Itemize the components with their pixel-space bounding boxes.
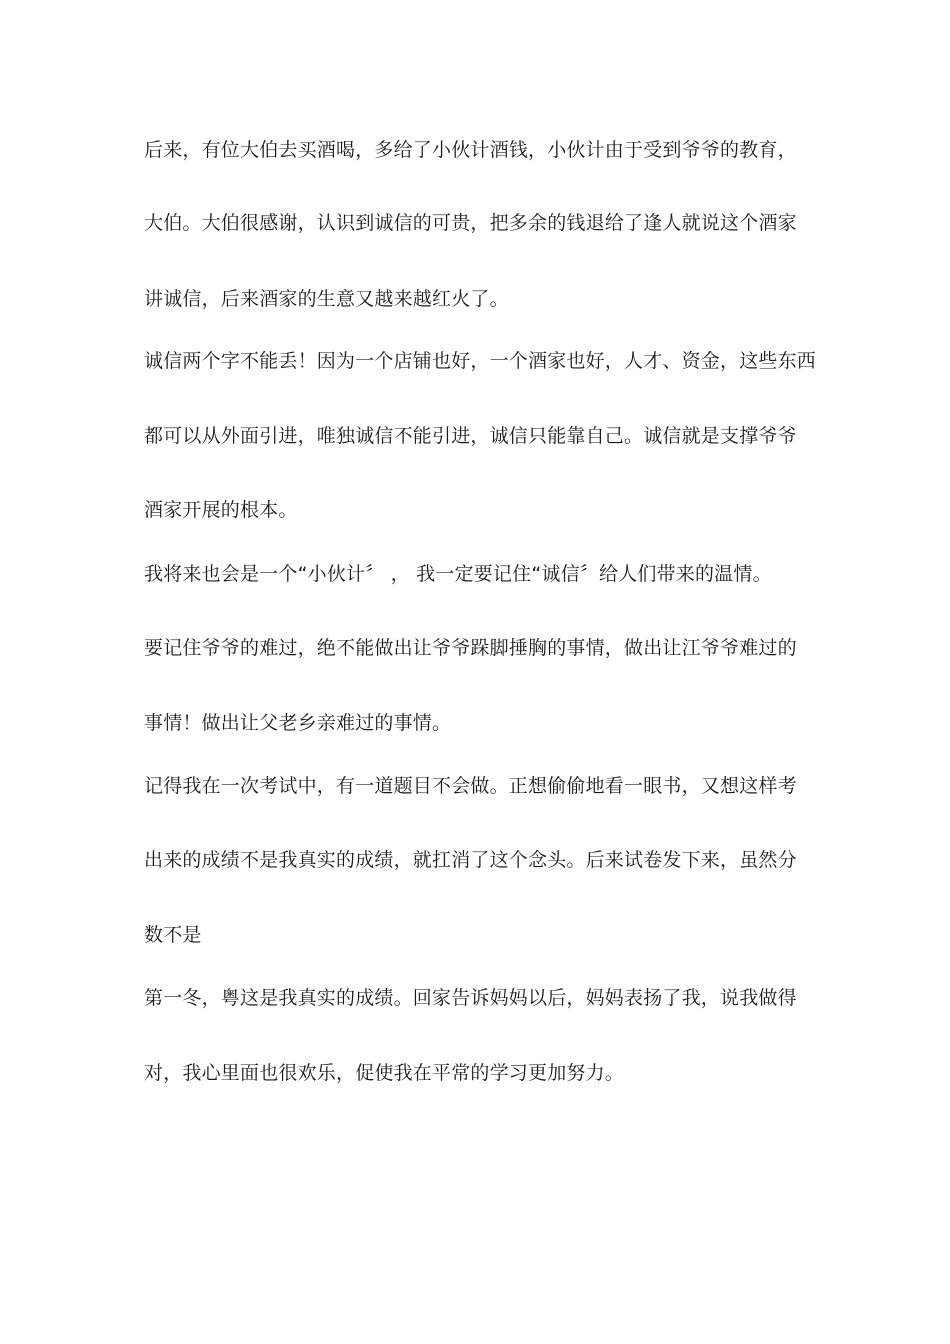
text-line: 记得我在一次考试中，有一道题目不会做。正想偷偷地看一眼书，又想这样考: [144, 775, 797, 797]
text-line: 诚信两个字不能丢！因为一个店铺也好，一个酒家也好，人才、资金，这些东西: [144, 350, 817, 372]
text-line: 后来，有位大伯去买酒喝，多给了小伙计酒钱，小伙计由于受到爷爷的教育，: [144, 139, 797, 161]
text-line: 都可以从外面引进，唯独诚信不能引进，诚信只能靠自己。诚信就是支撑爷爷: [144, 425, 797, 447]
text-line: 出来的成绩不是我真实的成绩，就扛消了这个念头。后来试卷发下来，虽然分: [144, 849, 797, 871]
text-line: 数不是: [144, 924, 202, 946]
text-line: 要记住爷爷的难过，绝不能做出让爷爷跺脚捶胸的事情，做出让江爷爷难过的: [144, 637, 797, 659]
text-line: 事情！做出让父老乡亲难过的事情。: [144, 712, 452, 734]
text-line: 我将来也会是一个“小伙计〞 ， 我一定要记住“诚信〞给人们带来的温情。: [144, 563, 772, 585]
text-line: 酒家开展的根本。: [144, 499, 298, 521]
text-line: 第一冬，粤这是我真实的成绩。回家告诉妈妈以后，妈妈表扬了我，说我做得: [144, 987, 797, 1009]
text-line: 讲诚信，后来酒家的生意又越来越红火了。: [144, 288, 509, 310]
text-line: 大伯。大伯很感谢，认识到诚信的可贵，把多余的钱退给了逢人就说这个酒家: [144, 212, 797, 234]
text-line: 对，我心里面也很欢乐，促使我在平常的学习更加努力。: [144, 1062, 625, 1084]
